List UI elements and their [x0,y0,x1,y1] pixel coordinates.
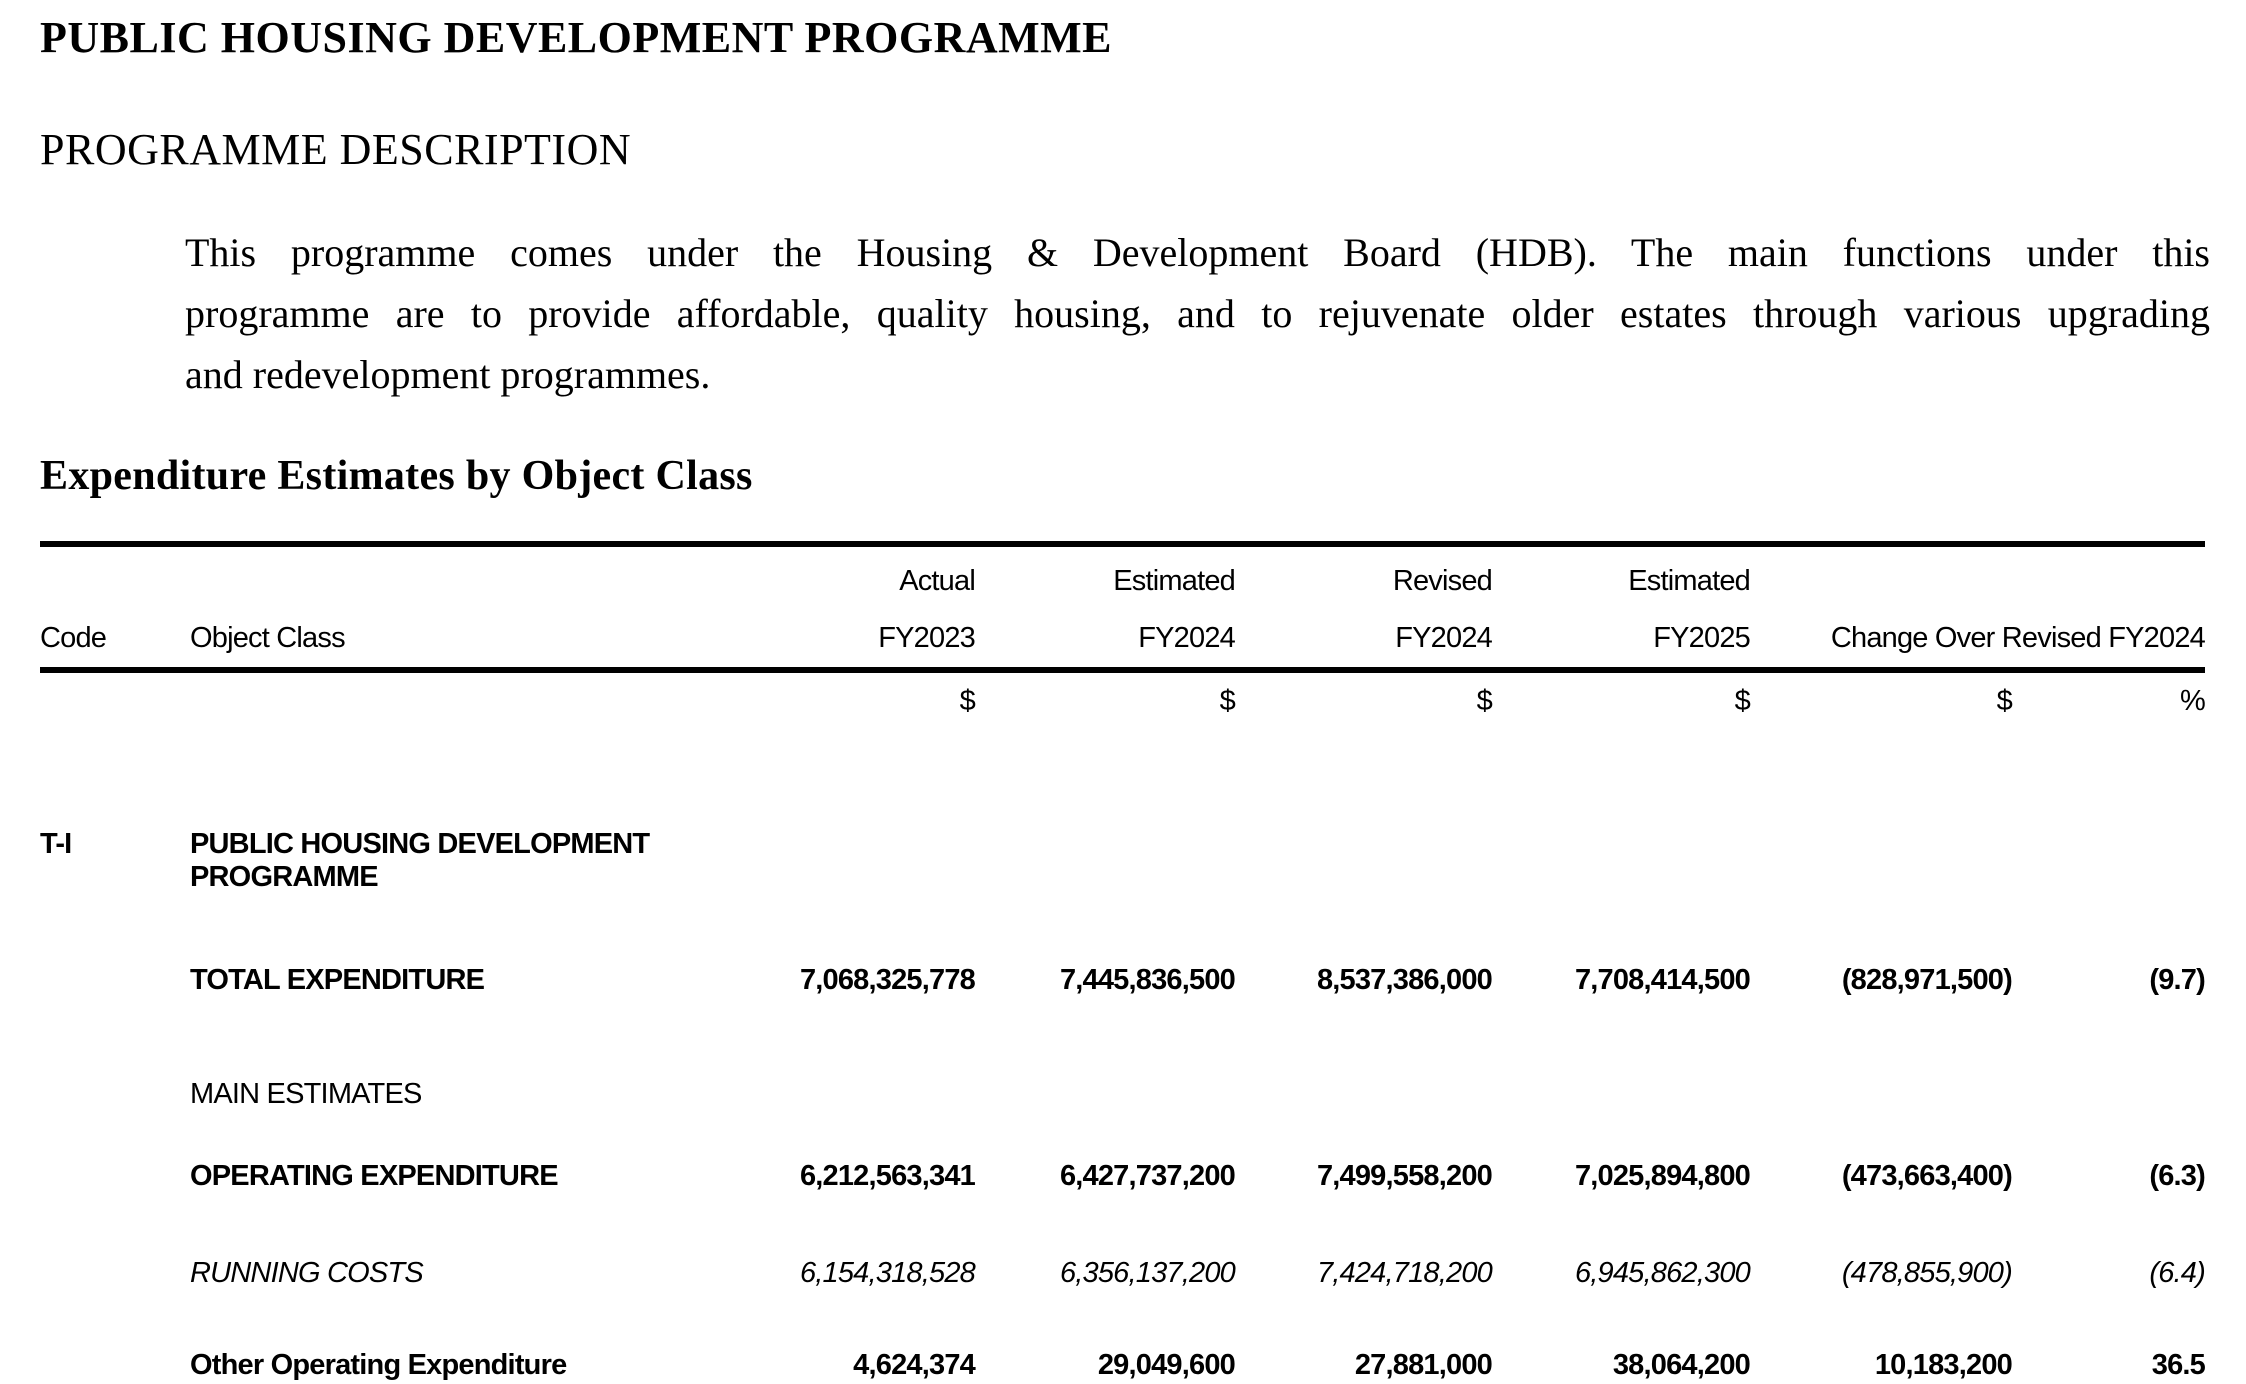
table-units-row [40,670,2205,743]
cell-change-percent: (9.7) [2149,964,2205,996]
column-header-fy2025: FY2025 [1653,622,1750,654]
unit-dollar-fy2024-estimated: $ [1219,685,1235,717]
page-title: PUBLIC HOUSING DEVELOPMENT PROGRAMME [40,13,1113,62]
cell-estimated-fy2025: 38,064,200 [1612,1349,1750,1381]
cell-estimated-fy2025: 7,025,894,800 [1574,1160,1750,1192]
table-header-period-row [40,544,2205,604]
cell-estimated-fy2024: 29,049,600 [1097,1349,1235,1381]
cell-actual-fy2023: 4,624,374 [853,1349,975,1381]
column-header-actual: Actual [899,565,975,597]
column-header-change-over-revised: Change Over Revised FY2024 [1830,622,2205,654]
table-row-running-costs [40,1195,2205,1292]
unit-dollar-fy2024-revised: $ [1476,685,1492,717]
row-label: RUNNING COSTS [190,1257,423,1289]
row-code: T-I [40,828,72,860]
programme-description-paragraph [185,222,2210,405]
row-label: OPERATING EXPENDITURE [190,1160,558,1192]
unit-dollar-fy2025: $ [1734,685,1750,717]
cell-revised-fy2024: 7,499,558,200 [1316,1160,1492,1192]
table-row-programme-section [40,743,2205,896]
cell-change-percent: (6.3) [2149,1160,2205,1192]
column-header-code: Code [40,622,107,654]
cell-estimated-fy2025: 7,708,414,500 [1574,964,1750,996]
column-header-object-class: Object Class [190,622,345,654]
row-label [190,743,700,896]
row-label: Other Operating Expenditure [190,1349,567,1381]
cell-estimated-fy2025: 6,945,862,300 [1574,1257,1750,1289]
row-label-line1: PUBLIC HOUSING DEVELOPMENT [190,828,650,860]
cell-change-dollar: (473,663,400) [1841,1160,2012,1192]
cell-change-dollar: (828,971,500) [1841,964,2012,996]
table-row-main-estimates [40,999,2205,1113]
cell-estimated-fy2024: 7,445,836,500 [1059,964,1235,996]
column-header-fy2024-estimated: FY2024 [1138,622,1235,654]
expenditure-estimates-heading: Expenditure Estimates by Object Class [40,453,753,499]
cell-change-percent: 36.5 [2151,1349,2205,1381]
cell-change-dollar: (478,855,900) [1841,1257,2012,1289]
cell-actual-fy2023: 7,068,325,778 [799,964,975,996]
column-header-fy2023: FY2023 [878,622,975,654]
table-row-operating-expenditure [40,1113,2205,1195]
column-header-fy2024-revised: FY2024 [1395,622,1492,654]
description-line: and redevelopment programmes. [185,352,711,397]
unit-dollar-change: $ [1996,685,2012,717]
cell-change-percent: (6.4) [2149,1257,2205,1289]
cell-estimated-fy2024: 6,427,737,200 [1059,1160,1235,1192]
table-row-total-expenditure [40,896,2205,999]
description-line: This programme comes under the Housing & Development Board (HDB). The main functions under this [185,230,2210,275]
cell-revised-fy2024: 7,424,718,200 [1316,1257,1492,1289]
expenditure-estimates-table [40,541,2205,1384]
row-label: MAIN ESTIMATES [190,1078,422,1110]
column-header-estimated-2: Estimated [1628,565,1750,597]
column-header-estimated: Estimated [1113,565,1235,597]
table-row-other-operating-expenditure [40,1292,2205,1384]
cell-actual-fy2023: 6,212,563,341 [799,1160,975,1192]
unit-dollar-fy2023: $ [959,685,975,717]
cell-revised-fy2024: 27,881,000 [1354,1349,1492,1381]
row-label-line2: PROGRAMME [190,861,378,893]
cell-estimated-fy2024: 6,356,137,200 [1059,1257,1235,1289]
programme-description-heading: PROGRAMME DESCRIPTION [40,125,632,174]
unit-percent-change: % [2180,685,2205,717]
cell-change-dollar: 10,183,200 [1874,1349,2012,1381]
description-line: programme are to provide affordable, quality housing, and to rejuvenate older estates through various upgrading [185,291,2210,336]
table-header-year-row [40,604,2205,670]
cell-revised-fy2024: 8,537,386,000 [1316,964,1492,996]
column-header-revised: Revised [1392,565,1492,597]
cell-actual-fy2023: 6,154,318,528 [799,1257,975,1289]
row-label: TOTAL EXPENDITURE [190,964,485,996]
